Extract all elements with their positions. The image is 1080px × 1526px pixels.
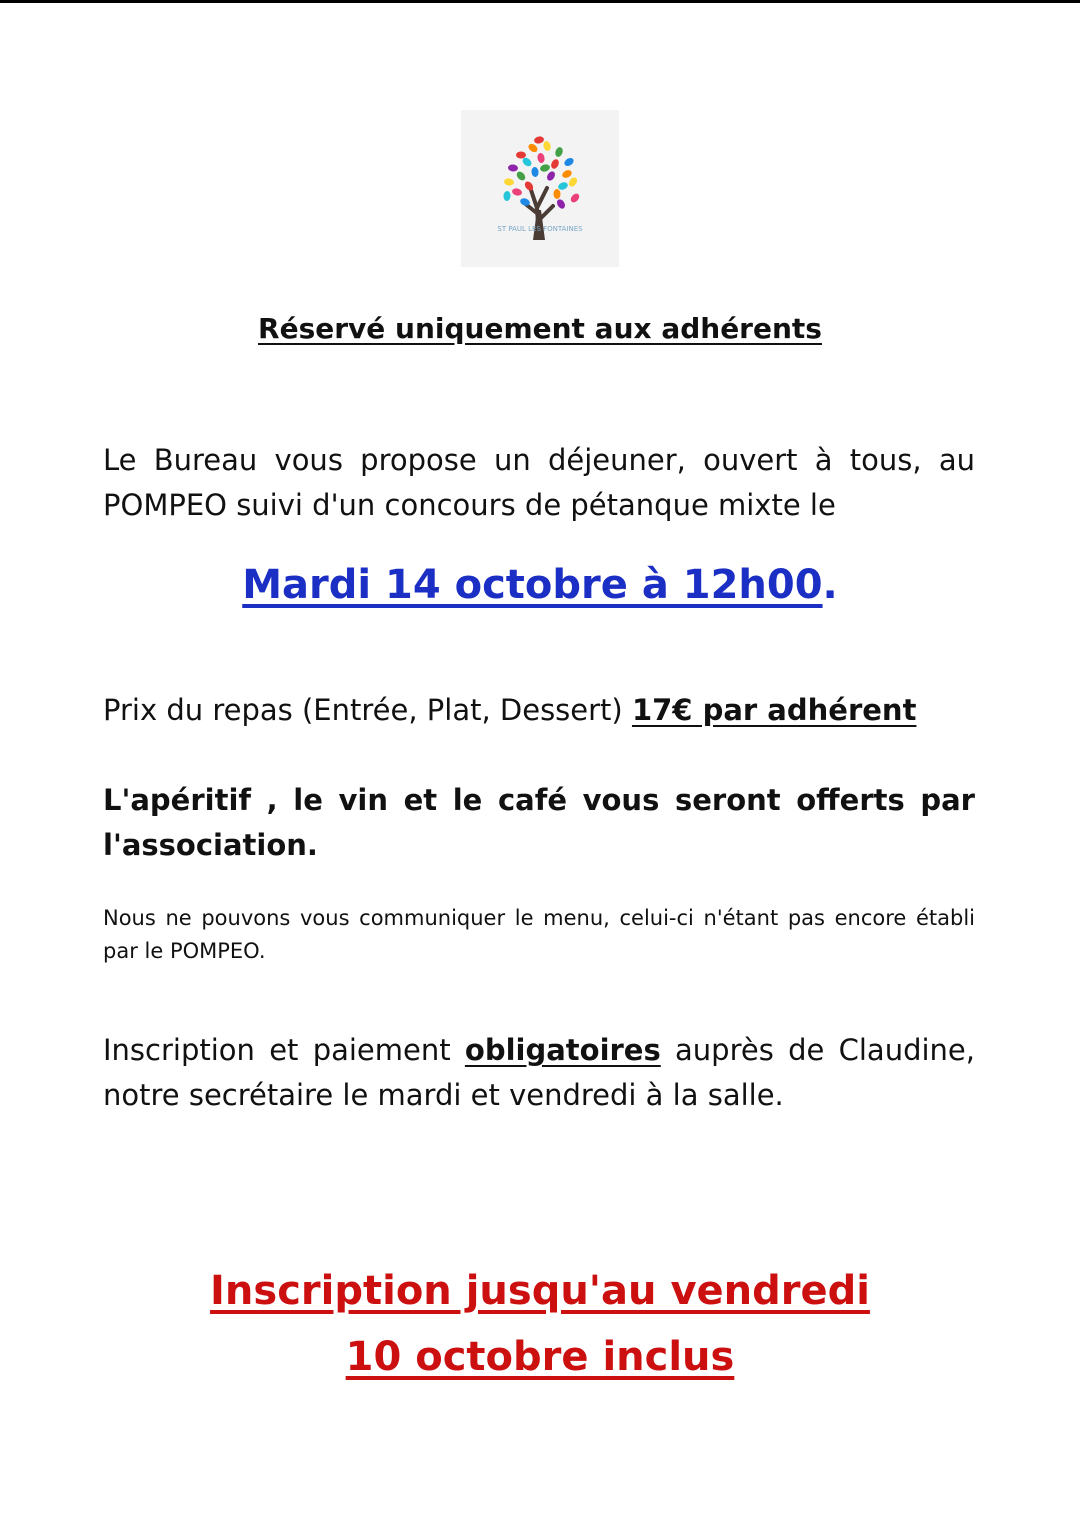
hand-leaf-icon xyxy=(516,152,526,159)
logo-text: ST PAUL LES FONTAINES xyxy=(497,225,583,233)
hand-leaf-icon xyxy=(511,187,522,196)
hand-leaf-icon xyxy=(550,158,561,170)
hand-leaf-icon xyxy=(533,136,544,145)
intro-paragraph: Le Bureau vous propose un déjeuner, ouvert à tous, au POMPEO suivi d'un concours de pétanque mixte le xyxy=(103,443,975,522)
deadline-line-1: Inscription jusqu'au vendredi xyxy=(210,1268,870,1314)
hand-leaf-icon xyxy=(531,167,539,178)
signup-after: auprès de Claudine, notre secrétaire le mardi et vendredi à la salle. xyxy=(103,1033,975,1112)
top-border xyxy=(0,0,1080,3)
hand-leaf-icon xyxy=(563,156,575,167)
signup-emphasis: obligatoires xyxy=(464,1033,661,1067)
offer-paragraph: L'apéritif , le vin et le café vous seront offerts par l'association. xyxy=(103,783,975,862)
hand-leaf-icon xyxy=(527,142,539,154)
hand-leaf-icon xyxy=(545,170,556,182)
price-amount: 17€ par adhérent xyxy=(631,693,917,727)
hand-leaf-icon xyxy=(561,169,573,180)
event-date: Mardi 14 octobre à 12h00 xyxy=(242,562,823,608)
event-date-line xyxy=(0,562,1080,608)
hand-leaf-icon xyxy=(503,178,514,187)
tree-of-hands-icon xyxy=(461,110,619,267)
hand-leaf-icon xyxy=(539,163,551,173)
event-date-suffix: . xyxy=(822,562,838,608)
association-logo xyxy=(461,110,619,267)
hand-leaf-icon xyxy=(569,192,581,204)
deadline-line-2: 10 octobre inclus xyxy=(345,1334,735,1380)
hand-leaf-icon xyxy=(537,152,546,163)
signup-paragraph xyxy=(103,1028,975,1118)
hand-leaf-icon xyxy=(557,181,569,191)
hand-leaf-icon xyxy=(503,191,511,201)
hand-leaf-icon xyxy=(542,140,551,152)
menu-note: Nous ne pouvons vous communiquer le menu, celui-ci n'étant pas encore établi par le POMPEO. xyxy=(103,906,975,963)
hand-leaf-icon xyxy=(567,176,579,188)
price-label: Prix du repas (Entrée, Plat, Dessert) xyxy=(103,693,623,727)
hand-leaf-icon xyxy=(508,164,519,172)
members-only-heading: Réservé uniquement aux adhérents xyxy=(258,312,822,345)
hand-leaf-icon xyxy=(515,170,527,182)
hand-leaf-icon xyxy=(555,198,566,210)
price-line xyxy=(103,688,975,733)
signup-before: Inscription et paiement xyxy=(103,1033,451,1067)
hand-leaf-icon xyxy=(553,189,560,199)
hand-leaf-icon xyxy=(554,146,564,158)
deadline-block xyxy=(0,1258,1080,1390)
